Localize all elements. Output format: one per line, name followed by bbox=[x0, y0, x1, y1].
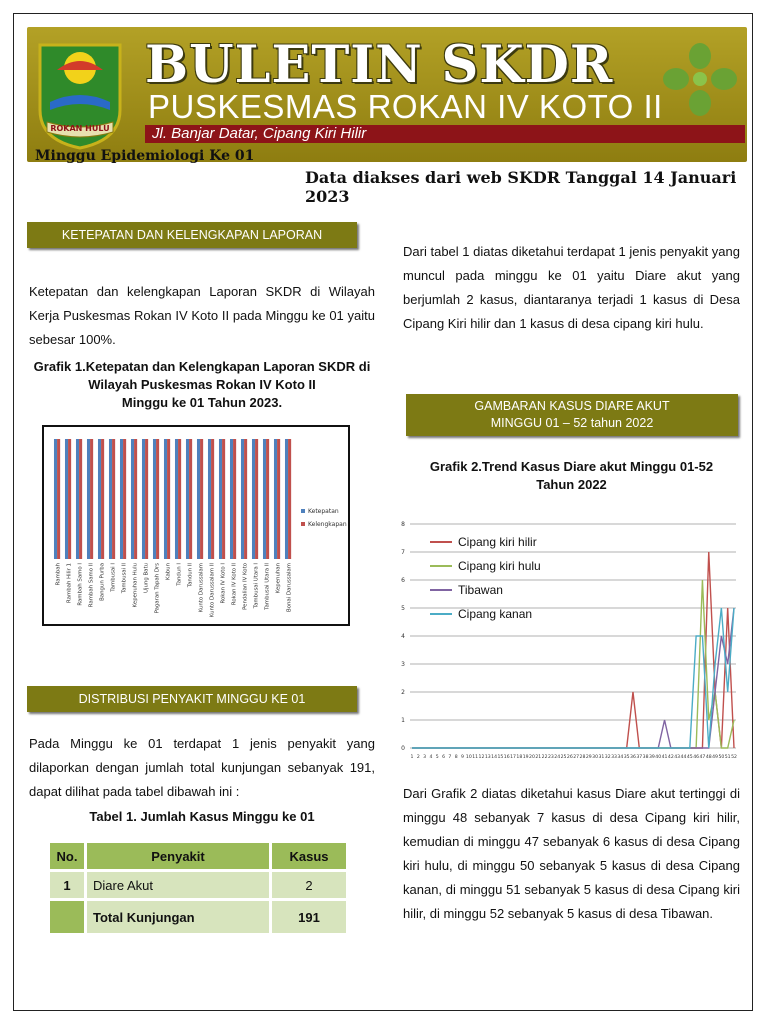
chart1-category-label: Tambusai I bbox=[110, 563, 117, 592]
chart1-bar bbox=[222, 439, 225, 559]
table-row bbox=[50, 872, 346, 898]
chart2-y-tick: 7 bbox=[401, 549, 405, 556]
health-cross-icon bbox=[660, 42, 740, 117]
chart2-x-tick: 17 bbox=[510, 755, 516, 760]
logo-text: ROKAN HULU bbox=[50, 124, 110, 133]
chart2-y-tick: 8 bbox=[401, 521, 405, 528]
chart1-bar bbox=[76, 439, 79, 559]
chart2-x-tick: 36 bbox=[630, 755, 636, 760]
chart2-x-tick: 39 bbox=[648, 755, 655, 760]
chart2-x-tick: 13 bbox=[484, 755, 491, 760]
chart2-x-tick: 43 bbox=[674, 755, 681, 760]
distribution-paragraph: Pada Minggu ke 01 terdapat 1 jenis penyakit yang dilaporkan dengan jumlah total kunjungan sebanyak 191, dapat dilihat pada tabel dibawah ini : bbox=[29, 736, 375, 799]
chart2-x-tick: 38 bbox=[642, 755, 649, 760]
chart2-x-tick: 40 bbox=[655, 755, 662, 760]
table-row bbox=[50, 901, 346, 933]
chart2-x-tick: 9 bbox=[461, 755, 464, 760]
chart2-x-tick: 50 bbox=[718, 755, 725, 760]
chart1-legend-label: Ketepatan bbox=[308, 508, 339, 515]
chart1-category-label: Tambusai Utara I bbox=[253, 563, 260, 609]
chart2-caption-line1: Grafik 2.Trend Kasus Diare akut Minggu 01-52 bbox=[429, 459, 714, 474]
chart1-category-label: Pagaran Tapah Drs bbox=[154, 563, 161, 614]
chart1-bar bbox=[255, 439, 258, 559]
chart2-legend-label: Cipang kiri hulu bbox=[458, 559, 541, 573]
chart1-bar bbox=[285, 439, 288, 559]
table-cell bbox=[50, 901, 84, 933]
chart2-x-tick: 41 bbox=[661, 755, 668, 760]
chart2-series-line bbox=[412, 608, 734, 748]
table-header-cell: Penyakit bbox=[87, 843, 269, 869]
chart2-x-tick: 42 bbox=[667, 755, 674, 760]
chart2-x-tick: 15 bbox=[497, 755, 504, 760]
chart2-x-tick: 30 bbox=[592, 755, 599, 760]
epidemiology-week: Minggu Epidemiologi Ke 01 bbox=[35, 148, 255, 164]
table-summary-paragraph: Dari tabel 1 diatas diketahui terdapat 1 jenis penyakit yang muncul pada minggu ke 01 yaitu Diare akut yang berjumlah 2 kasus, diantaranya terjadi 1 kasus di Desa Cipang Kiri hilir dan 1 kasus di desa cipang kiri hulu. bbox=[403, 244, 740, 331]
table1-caption: Tabel 1. Jumlah Kasus Minggu ke 01 bbox=[89, 809, 315, 824]
chart1-bar bbox=[101, 439, 104, 559]
section-heading-distribution: DISTRIBUSI PENYAKIT MINGGU KE 01 bbox=[27, 686, 357, 712]
chart2-x-tick: 31 bbox=[598, 755, 605, 760]
chart1-bar bbox=[120, 439, 123, 559]
chart1-bar bbox=[145, 439, 148, 559]
chart1-bar bbox=[266, 439, 269, 559]
chart1-bar bbox=[197, 439, 200, 559]
chart1-category-label: Rokan IV Koto II bbox=[231, 563, 238, 606]
chart2-legend-label: Tibawan bbox=[458, 583, 503, 597]
chart2-x-tick: 27 bbox=[573, 755, 580, 760]
chart2-y-tick: 5 bbox=[401, 605, 405, 612]
chart1-bar bbox=[277, 439, 280, 559]
chart2-x-tick: 32 bbox=[604, 755, 611, 760]
chart2-x-tick: 12 bbox=[478, 755, 485, 760]
chart1-category-label: Rambah Hilir 1 bbox=[66, 563, 73, 603]
chart1-bar bbox=[233, 439, 236, 559]
chart2-legend-label: Cipang kanan bbox=[458, 607, 533, 621]
chart1-category-label: Bangun Purba bbox=[99, 563, 106, 601]
chart1-caption bbox=[22, 358, 382, 412]
chart2-x-tick: 25 bbox=[560, 755, 567, 760]
chart1-category-label: Kepenuhan Hulu bbox=[132, 563, 139, 608]
chart2-x-tick: 49 bbox=[712, 755, 718, 760]
chart1-category-label: Rambah bbox=[55, 563, 62, 586]
chart1-bar bbox=[288, 439, 291, 559]
chart2-x-tick: 6 bbox=[442, 755, 446, 760]
chart2-x-tick: 14 bbox=[491, 755, 498, 760]
diarrhea-heading-line1: GAMBARAN KASUS DIARE AKUT bbox=[474, 399, 670, 413]
chart2-x-tick: 48 bbox=[705, 755, 712, 760]
chart2-y-tick: 1 bbox=[401, 717, 405, 724]
table-header-cell: No. bbox=[50, 843, 84, 869]
chart1-legend-swatch bbox=[301, 522, 305, 526]
chart1-bar bbox=[167, 439, 170, 559]
chart2-series-line bbox=[412, 608, 734, 748]
chart2-x-tick: 4 bbox=[429, 755, 433, 760]
chart2-x-tick: 24 bbox=[554, 755, 561, 760]
chart2-x-tick: 5 bbox=[435, 755, 439, 760]
chart2-caption bbox=[403, 458, 740, 494]
chart1-bar bbox=[54, 439, 57, 559]
chart2-x-tick: 33 bbox=[611, 755, 617, 760]
chart1-category-label: Kepenuhan bbox=[275, 563, 282, 594]
chart2-x-tick: 35 bbox=[623, 755, 630, 760]
chart1-legend-label: Kelengkapan bbox=[308, 521, 347, 528]
chart2-x-tick: 18 bbox=[516, 755, 523, 760]
chart2-y-tick: 4 bbox=[401, 633, 405, 640]
chart1-category-label: Rambah Samo I bbox=[77, 563, 84, 606]
diarrhea-heading-line2: MINGGU 01 – 52 tahun 2022 bbox=[490, 416, 654, 430]
chart1-category-label: Rambah Samo II bbox=[88, 563, 95, 608]
chart1-bar bbox=[230, 439, 233, 559]
chart1-bar bbox=[252, 439, 255, 559]
chart1-bar bbox=[98, 439, 101, 559]
chart1-bar bbox=[208, 439, 211, 559]
chart2-x-tick: 45 bbox=[686, 755, 693, 760]
chart1-bar bbox=[156, 439, 159, 559]
chart2-x-tick: 7 bbox=[448, 755, 452, 760]
chart2-x-tick: 47 bbox=[699, 755, 706, 760]
chart1-bar bbox=[186, 439, 189, 559]
chart1-bar bbox=[178, 439, 181, 559]
chart2-x-tick: 34 bbox=[617, 755, 624, 760]
bulletin-title: BULETIN SKDR bbox=[145, 35, 614, 95]
chart1-bar bbox=[164, 439, 167, 559]
table-cell: 2 bbox=[272, 872, 346, 898]
chart1-category-label: Kunto Darussalam II bbox=[209, 563, 216, 618]
bulletin-subtitle: PUSKESMAS ROKAN IV KOTO II bbox=[148, 88, 663, 125]
chart1-bar bbox=[57, 439, 60, 559]
chart1-legend-swatch bbox=[301, 509, 305, 513]
table-cell: 191 bbox=[272, 901, 346, 933]
table-header-row bbox=[50, 843, 346, 869]
chart1-box bbox=[42, 425, 350, 626]
chart2-x-tick: 46 bbox=[693, 755, 700, 760]
chart2-y-tick: 2 bbox=[401, 689, 405, 696]
chart2-x-tick: 10 bbox=[465, 755, 472, 760]
data-access-date: Data diakses dari web SKDR Tanggal 14 Januari 2023 bbox=[305, 168, 737, 206]
timeliness-paragraph: Ketepatan dan kelengkapan Laporan SKDR di Wilayah Kerja Puskesmas Rokan IV Koto II pada Minggu ke 01 yaitu sebesar 100%. bbox=[29, 284, 375, 347]
table-cell: Diare Akut bbox=[87, 872, 269, 898]
chart1-bar bbox=[131, 439, 134, 559]
chart2-x-tick: 21 bbox=[535, 755, 542, 760]
chart1-bar bbox=[219, 439, 222, 559]
chart2-x-tick: 23 bbox=[547, 755, 554, 760]
chart1-bar bbox=[87, 439, 90, 559]
address-text: Jl. Banjar Datar, Cipang Kiri Hilir bbox=[152, 125, 367, 142]
chart1-bar bbox=[244, 439, 247, 559]
chart1-bar bbox=[153, 439, 156, 559]
chart1-bar bbox=[65, 439, 68, 559]
chart2-x-tick: 2 bbox=[416, 755, 420, 760]
chart2-box bbox=[394, 508, 740, 766]
chart2-diarrhea-trend bbox=[394, 508, 740, 766]
table-header-cell: Kasus bbox=[272, 843, 346, 869]
chart2-series-line bbox=[412, 552, 734, 748]
chart1-bar bbox=[189, 439, 192, 559]
chart2-y-tick: 6 bbox=[401, 577, 405, 584]
chart1-bar bbox=[175, 439, 178, 559]
chart2-x-tick: 52 bbox=[731, 755, 737, 760]
chart1-bar bbox=[79, 439, 82, 559]
regency-logo bbox=[35, 40, 125, 150]
chart2-legend-label: Cipang kiri hilir bbox=[458, 535, 537, 549]
chart1-category-label: Tambusai II bbox=[121, 563, 128, 594]
chart1-reporting-completeness bbox=[44, 427, 348, 624]
chart2-x-tick: 26 bbox=[566, 755, 573, 760]
chart2-x-tick: 29 bbox=[585, 755, 592, 760]
chart1-bar bbox=[200, 439, 203, 559]
chart1-category-label: Tandun II bbox=[187, 563, 194, 588]
chart2-x-tick: 19 bbox=[522, 755, 529, 760]
chart1-category-label: Ujung Batu bbox=[143, 563, 150, 593]
chart2-x-tick: 8 bbox=[454, 755, 458, 760]
chart1-category-label: Tandun I bbox=[176, 563, 183, 586]
table-cell: 1 bbox=[50, 872, 84, 898]
chart1-category-label: Kunto Darussalam bbox=[198, 563, 205, 613]
chart1-bar bbox=[241, 439, 244, 559]
chart1-caption-line2: Minggu ke 01 Tahun 2023. bbox=[121, 395, 283, 410]
table-cell: Total Kunjungan bbox=[87, 901, 269, 933]
chart2-x-tick: 1 bbox=[410, 755, 414, 760]
chart1-bar bbox=[112, 439, 115, 559]
section-heading-diarrhea bbox=[406, 394, 738, 436]
chart2-x-tick: 22 bbox=[541, 755, 548, 760]
chart1-bar bbox=[263, 439, 266, 559]
chart2-x-tick: 11 bbox=[472, 755, 479, 760]
chart2-y-tick: 3 bbox=[401, 661, 405, 668]
chart1-category-label: Rokan IV Koto I bbox=[220, 563, 227, 604]
chart1-category-label: Bonai Darussalam bbox=[286, 563, 293, 612]
chart2-x-tick: 28 bbox=[579, 755, 586, 760]
chart1-bar bbox=[134, 439, 137, 559]
chart1-bar bbox=[142, 439, 145, 559]
section-heading-timeliness: KETEPATAN DAN KELENGKAPAN LAPORAN bbox=[27, 222, 357, 248]
chart2-x-tick: 51 bbox=[724, 755, 731, 760]
chart1-bar bbox=[109, 439, 112, 559]
chart2-x-tick: 20 bbox=[529, 755, 535, 760]
chart1-caption-line1: Grafik 1.Ketepatan dan Kelengkapan Laporan SKDR di Wilayah Puskesmas Rokan IV Koto II bbox=[33, 359, 371, 392]
chart1-category-label: Tambusai Utara II bbox=[264, 563, 271, 610]
chart1-bar bbox=[68, 439, 71, 559]
chart2-x-tick: 44 bbox=[680, 755, 687, 760]
chart2-x-tick: 3 bbox=[423, 755, 427, 760]
chart2-y-tick: 0 bbox=[401, 745, 405, 752]
chart2-x-tick: 37 bbox=[636, 755, 643, 760]
chart1-bar bbox=[274, 439, 277, 559]
chart1-category-label: Pendalian IV Koto bbox=[242, 563, 249, 610]
chart1-bar bbox=[123, 439, 126, 559]
chart1-bar bbox=[211, 439, 214, 559]
chart1-category-label: Kabun bbox=[165, 563, 172, 580]
trend-summary-paragraph: Dari Grafik 2 diatas diketahui kasus Diare akut tertinggi di minggu 48 sebanyak 7 kasus di desa Cipang kiri hilir, kemudian di minggu 47 sebanyak 6 kasus di desa Cipang kiri hulu, di minggu 50 sebanyak 5 kasus di desa Cipang kanan, di minggu 51 sebanyak 5 kasus di desa Cipang kiri hilir, di minggu 52 sebanyak 5 kasus di desa Tibawan. bbox=[403, 786, 740, 921]
chart1-bar bbox=[90, 439, 93, 559]
chart2-caption-line2: Tahun 2022 bbox=[536, 477, 607, 492]
cases-table bbox=[47, 840, 349, 936]
chart2-x-tick: 16 bbox=[503, 755, 510, 760]
